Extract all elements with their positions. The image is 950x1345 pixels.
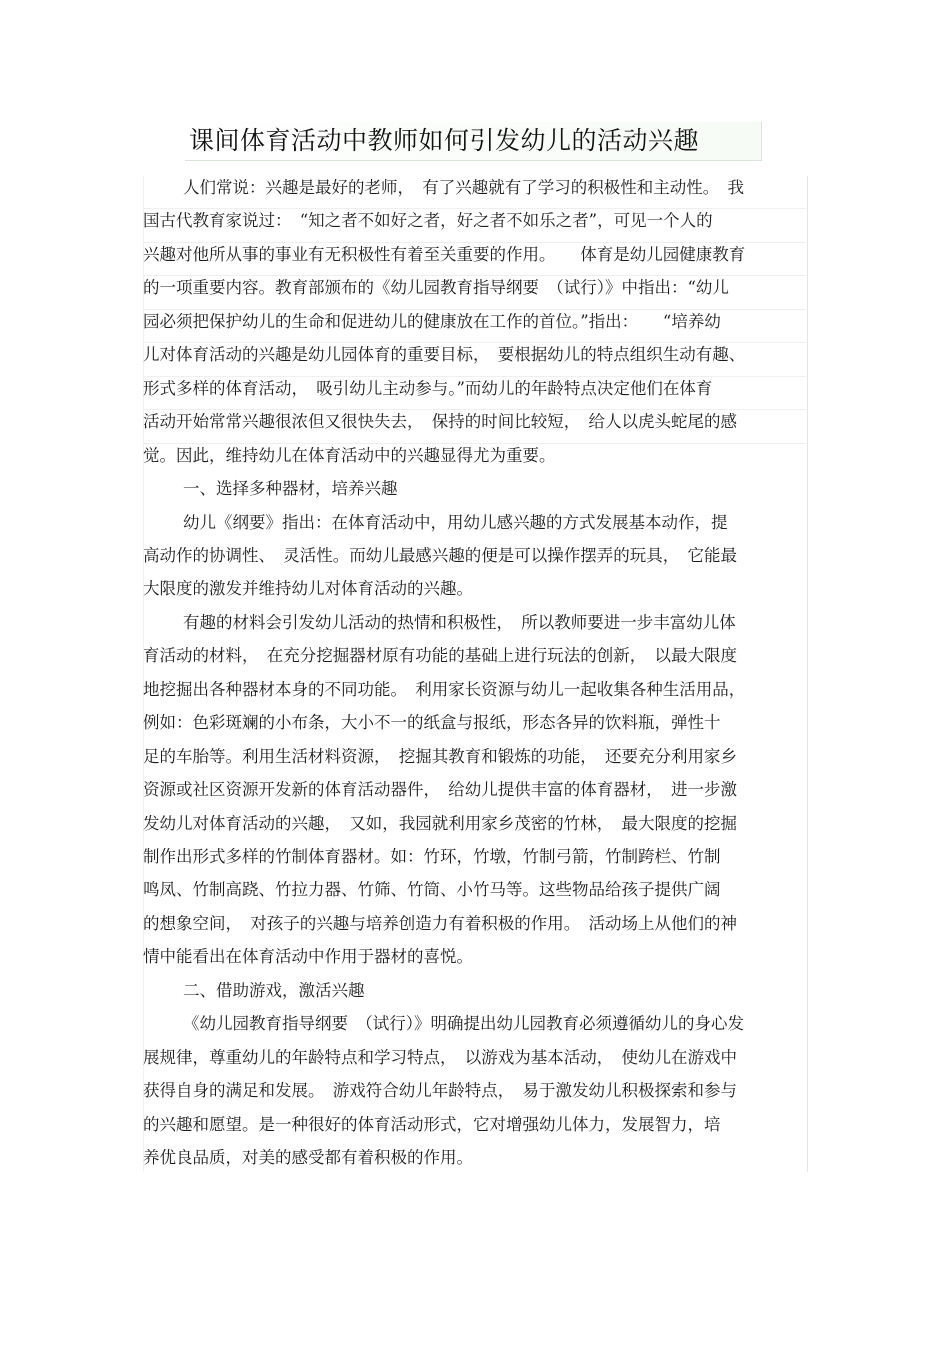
text-line: 儿对体育活动的兴趣是幼儿园体育的重要目标， 要根据幼儿的特点组织生动有趣、 [143,345,746,365]
text-line: 形式多样的体育活动， 吸引幼儿主动参与。”而幼儿的年龄特点决定他们在体育 [143,378,713,398]
text-line: 例如：色彩斑斓的小布条，大小不一的纸盒与报纸，形态各异的饮料瓶，弹性十 [143,713,721,733]
row-rule [143,242,806,243]
text-line: 制作出形式多样的竹制体育器材。如：竹环，竹墩，竹制弓箭，竹制跨栏、竹制 [143,847,721,866]
page-title: 课间体育活动中教师如何引发幼儿的活动兴趣 [189,126,700,155]
row-rule [143,342,806,343]
text-line: 活动开始常常兴趣很浓但又很快失去， 保持的时间比较短， 给人以虎头蛇尾的感 [143,412,737,432]
text-line: 国古代教育家说过： “知之者不如好之者，好之者不如乐之者”，可见一个人的 [143,211,713,231]
text-line: 高动作的协调性、 灵活性。而幼儿最感兴趣的便是可以操作摆弄的玩具， 它能最 [143,545,737,565]
text-line: 幼儿《纲要》指出：在体育活动中，用幼儿感兴趣的方式发展基本动作，提 [183,512,728,532]
text-line: 育活动的材料， 在充分挖掘器材原有功能的基础上进行玩法的创新， 以最大限度 [143,646,737,666]
text-line: 《幼儿园教育指导纲要 （试行）》明确提出幼儿园教育必须遵循幼儿的身心发 [183,1014,744,1034]
text-line: 人们常说：兴趣是最好的老师， 有了兴趣就有了学习的积极性和主动性。 我 [183,178,744,197]
text-line: 的兴趣和愿望。是一种很好的体育活动形式，它对增强幼儿体力，发展智力，培 [143,1114,721,1134]
text-line: 展规律，尊重幼儿的年龄特点和学习特点， 以游戏为基本活动， 使幼儿在游戏中 [143,1047,737,1067]
row-rule [143,376,806,377]
text-line: 觉。因此，维持幼儿在体育活动中的兴趣显得尤为重要。 [143,445,556,465]
text-line: 大限度的激发并维持幼儿对体育活动的兴趣。 [143,579,473,599]
text-line: 养优良品质，对美的感受都有着积极的作用。 [143,1148,473,1168]
text-line: 获得自身的满足和发展。 游戏符合幼儿年龄特点， 易于激发幼儿积极探索和参与 [143,1081,737,1101]
text-line: 地挖掘出各种器材本身的不同功能。 利用家长资源与幼儿一起收集各种生活用品， [143,679,746,699]
title-box [185,122,762,161]
text-line: 足的车胎等。利用生活材料资源， 挖掘其教育和锻炼的功能， 还要充分利用家乡 [143,746,737,766]
section-heading: 一、选择多种器材，培养兴趣 [183,479,398,499]
text-line: 鸣凤、竹制高跷、竹拉力器、竹筛、竹筒、小竹马等。这些物品给孩子提供广阔 [143,880,721,900]
section-heading: 二、借助游戏，激活兴趣 [183,980,365,1000]
row-rule [143,208,806,209]
text-line: 园必须把保护幼儿的生命和促进幼儿的健康放在工作的首位。”指出： “培养幼 [143,311,721,331]
row-rule [143,443,806,444]
text-line: 情中能看出在体育活动中作用于器材的喜悦。 [143,947,473,967]
row-rule [143,275,806,276]
text-line: 兴趣对他所从事的事业有无积极性有着至关重要的作用。 体育是幼儿园健康教育 [143,244,746,264]
row-rule [143,309,806,310]
text-line: 资源或社区资源开发新的体育活动器件， 给幼儿提供丰富的体育器材， 进一步激 [143,780,737,800]
text-line: 发幼儿对体育活动的兴趣， 又如，我园就利用家乡茂密的竹林， 最大限度的挖掘 [143,813,737,833]
text-line: 有趣的材料会引发幼儿活动的热情和积极性， 所以教师要进一步丰富幼儿体 [183,612,736,632]
text-line: 的一项重要内容。教育部颁布的《幼儿园教育指导纲要 （试行）》中指出：“幼儿 [143,278,729,298]
text-line: 的想象空间， 对孩子的兴趣与培养创造力有着积极的作用。 活动场上从他们的神 [143,913,737,933]
row-rule [143,409,806,410]
